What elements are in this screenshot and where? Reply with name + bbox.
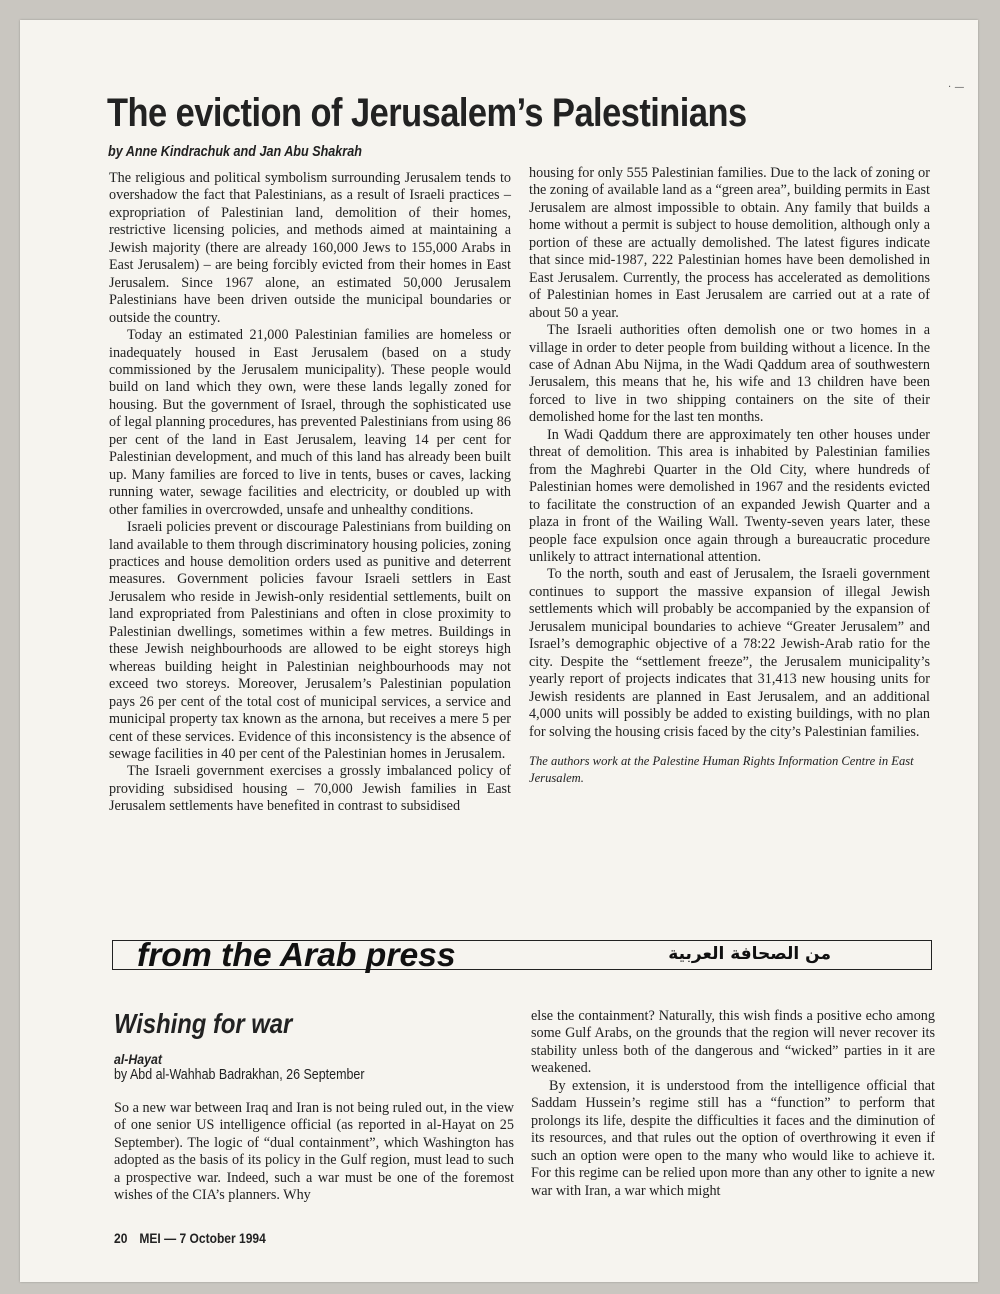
story-title: Wishing for war <box>114 1008 293 1039</box>
section-title: from the Arab press <box>137 936 456 973</box>
article-paragraph: To the north, south and east of Jerusalem, the Israeli government continues to support the massive expansion of illegal Jewish settlements which will probably be accompanied by the expansion of Jerusalem municipal boundaries to achieve “Greater Jerusalem” and Israel’s demographic objective of a 78:22 Jewish-Arab ratio for the city. Despite the “settlement freeze”, the Jerusalem municipality’s yearly report of projects indicates that 31,413 new housing units for Jewish residents are planned in East Jerusalem, and an additional 4,000 units will possibly be added to existing buildings, with no plan for solving the housing crisis faced by the city’s Palestinian families. <box>529 566 930 740</box>
article-paragraph: The religious and political symbolism surrounding Jerusalem tends to overshadow the fact that Palestinians, as a result of Israeli practices – expropriation of Palestinian land, demolition of their homes, restrictive licensing policies, and methods aimed at maintaining a Jewish majority (there are already 160,000 Jews to 155,000 Arabs in East Jerusalem) – are being forcibly evicted from their homes in East Jerusalem. Since 1967 alone, an estimated 50,000 Jerusalem Palestinians have been driven outside the municipal boundaries or outside the country. <box>109 170 511 326</box>
section-banner <box>112 936 932 973</box>
article-paragraph: Today an estimated 21,000 Palestinian families are homeless or inadequately housed in East Jerusalem (based on a study commissioned by the Jerusalem municipality). These people would build on land which they own, were these lands legally zoned for housing. But the government of Israel, through the sophisticated use of legal planning procedures, has prevented Palestinians from using 86 per cent of the land in East Jerusalem, leaving 14 per cent for Palestinian development, and much of this land has already been built up. Many families are forced to live in tents, buses or caves, lacking running water, sewage facilities and electricity, or doubled up with other families in overcrowded, unsafe and unhealthy conditions. <box>109 327 511 518</box>
story-paragraph: else the containment? Naturally, this wish finds a positive echo among some Gulf Arabs, on the grounds that the region will never recover its stability unless both of the dangerous and “wicked” parties in it are weakened. <box>531 1008 935 1077</box>
article-column-right <box>529 165 930 787</box>
article-title: The eviction of Jerusalem’s Palestinians <box>107 91 747 135</box>
story-paragraph: By extension, it is understood from the intelligence official that Saddam Hussein’s regime still has a “function” to perform that prolongs its life, despite the difficulties it faces and the diminution of its resources, and that rules out the option of overthrowing it even if such an option were open to the many who would like to achieve it. For this regime can be relied upon more than any other to ignite a new war with Iran, a war which might <box>531 1077 935 1199</box>
page-footer <box>114 1230 274 1246</box>
page-number: 20 <box>114 1230 128 1246</box>
magazine-page <box>20 20 978 1282</box>
article-column-left <box>109 170 511 816</box>
scan-mark-icon: · — <box>948 82 965 93</box>
article-paragraph: The Israeli government exercises a grossly imbalanced policy of providing subsidised housing – 70,000 Jewish families in East Jerusalem settlements have benefited in contrast to subsidised <box>109 763 511 815</box>
story-author: by Abd al-Wahhab Badrakhan, 26 September <box>114 1067 365 1083</box>
article-paragraph: Israeli policies prevent or discourage Palestinians from building on land available to them through discriminatory housing policies, zoning practices and house demolition orders used as punitive and deterrent measures. Government policies favour Israeli settlers in East Jerusalem who reside in Jewish-only residential settlements, built on land expropriated from Palestinians and often in close proximity to Palestinian dwellings, sometimes within a few metres. Buildings in these Jewish neighbourhoods are allowed to be eight storeys high whereas building height in Palestinian neighbourhoods may not exceed two storeys. Moreover, Jerusalem’s Palestinian population pays 26 per cent of the total cost of municipal services, a service and municipal property tax known as the arnona, but receives a mere 5 per cent of these services. Evidence of this inconsistency is the absence of sewage facilities in 40 per cent of the Palestinian homes in Jerusalem. <box>109 519 511 762</box>
story-column-left <box>114 1100 514 1205</box>
article-byline: by Anne Kindrachuk and Jan Abu Shakrah <box>108 143 362 160</box>
article-paragraph: In Wadi Qaddum there are approximately ten other houses under threat of demolition. This area is inhabited by Palestinian families from the Maghrebi Quarter in the Old City, where hundreds of Palestinian homes were demolished in 1967 and the residents evicted to facilitate the construction of an expanded Jewish Quarter and a plaza in front of the Wailing Wall. Twenty-seven years later, these people face expulsion once again through a bureaucratic procedure unlikely to attract international attention. <box>529 426 930 565</box>
story-column-right <box>531 1008 935 1200</box>
section-arabic-title: من الصحافة العربية <box>668 944 831 964</box>
story-paragraph: So a new war between Iraq and Iran is not being ruled out, in the view of one senior US intelligence official (as reported in al-Hayat on 25 September). The logic of “dual containment”, which Washington has adopted as the basis of its policy in the Gulf region, must lead to such a prospective war. Indeed, such a war must be one of the foremost wishes of the CIA’s planners. Why <box>114 1100 514 1204</box>
author-footnote: The authors work at the Palestine Human Rights Information Centre in East Jerusalem. <box>529 753 914 785</box>
article-paragraph: housing for only 555 Palestinian families. Due to the lack of zoning or the zoning of available land as a “green area”, building permits in East Jerusalem are almost impossible to obtain. Any family that builds a home without a permit is subject to house demolition, although only a portion of these are actually demolished. The latest figures indicate that since mid-1987, 222 Palestinian homes have been demolished in East Jerusalem. Currently, the process has accelerated as demolitions of Palestinian homes in East Jerusalem are carried out at a rate of about 50 a year. <box>529 165 930 321</box>
story-source: al-Hayat <box>114 1051 162 1067</box>
article-paragraph: The Israeli authorities often demolish one or two homes in a village in order to deter people from building without a licence. In the case of Adnan Abu Nijma, in the Wadi Qaddum area of southwestern Jerusalem, this means that he, his wife and 13 children have been forced to live in two shipping containers on the site of their demolished home for the last ten months. <box>529 322 930 426</box>
publication-date: MEI — 7 October 1994 <box>139 1230 266 1246</box>
